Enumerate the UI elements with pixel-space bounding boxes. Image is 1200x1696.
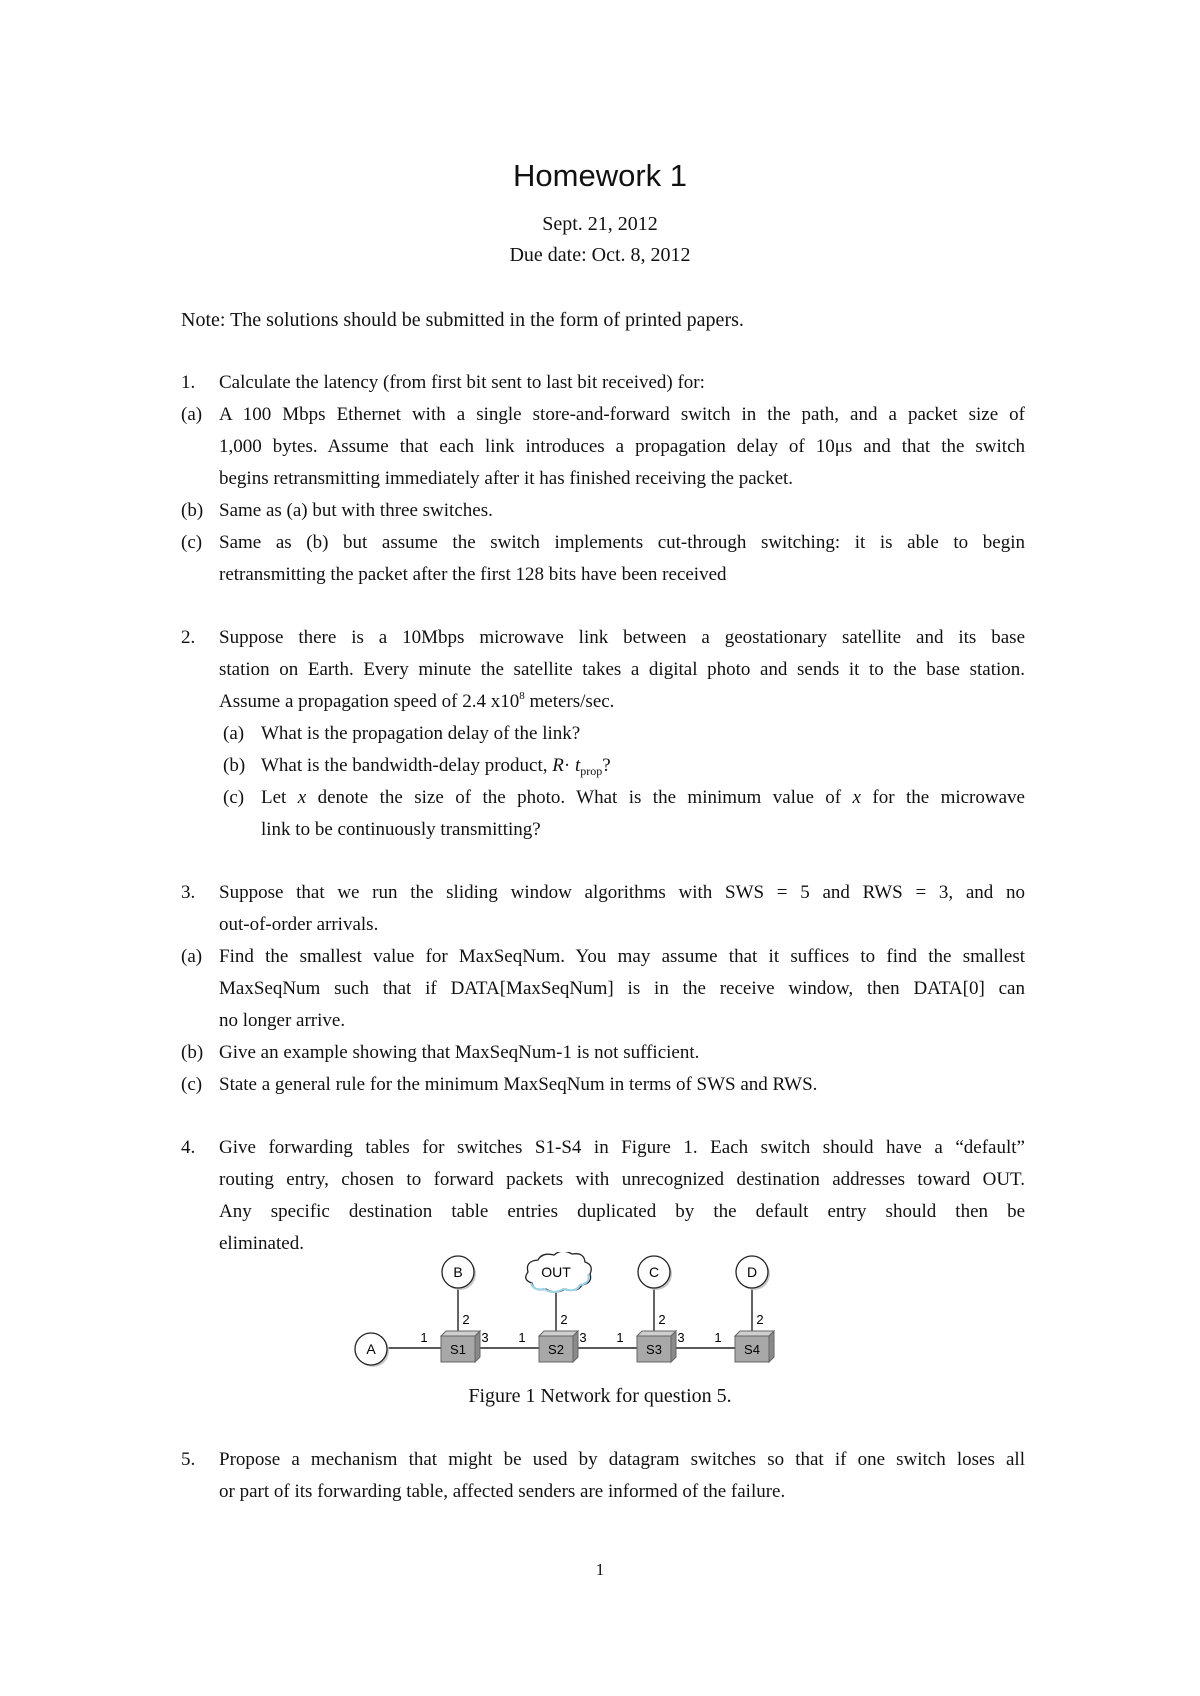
host-a [355, 1333, 389, 1367]
page-number: 1 [595, 1560, 605, 1579]
switch-s1 [420, 1312, 488, 1362]
s3-port-3: 3 [677, 1330, 685, 1345]
host-c-label: C [648, 1264, 660, 1280]
q2b-text: What is the bandwidth-delay product, $R\cdot t_{prop}$? [261, 755, 611, 778]
q3a-line2: MaxSeqNum such that if DATA[MaxSeqNum] is in the receive window, then DATA[0] can [219, 978, 1025, 999]
figure-caption: Figure 1 Network for question 5. [468, 1385, 732, 1407]
q1a-label: (a) [181, 404, 203, 425]
s1-port-3: 3 [481, 1330, 489, 1345]
s4-port-2: 2 [756, 1312, 764, 1327]
host-d-label: D [746, 1264, 758, 1280]
q1c-label: (c) [181, 532, 203, 553]
out-cloud [526, 1252, 591, 1292]
date-line: Sept. 21, 2012 [542, 213, 658, 235]
switch-s4-label: S4 [744, 1342, 760, 1357]
note-text: Note: The solutions should be submitted in the form of printed papers. [181, 309, 744, 331]
q5-line1: Propose a mechanism that might be used by datagram switches so that if one switch loses all [219, 1449, 1025, 1470]
s4-port-1: 1 [714, 1330, 722, 1345]
q3b-line1: Give an example showing that MaxSeqNum-1 is not sufficient. [219, 1042, 700, 1063]
q1b-label: (b) [181, 500, 204, 521]
host-d [736, 1256, 770, 1290]
q3b-label: (b) [181, 1042, 204, 1063]
q2b-label: (b) [223, 755, 246, 776]
host-c [638, 1256, 672, 1290]
out-label: OUT [541, 1264, 571, 1280]
q5-number: 5. [181, 1449, 196, 1470]
s3-port-2: 2 [658, 1312, 666, 1327]
due-date-line: Due date: Oct. 8, 2012 [509, 244, 691, 266]
q1-number: 1. [181, 372, 196, 393]
q3-line2: out-of-order arrivals. [219, 914, 379, 935]
q2a-text: What is the propagation delay of the link? [261, 723, 581, 744]
s1-port-2: 2 [462, 1312, 470, 1327]
q1a-line1: A 100 Mbps Ethernet with a single store-and-forward switch in the path, and a packet size of [219, 404, 1025, 425]
q3-number: 3. [181, 882, 196, 903]
q4-number: 4. [181, 1137, 196, 1158]
s2-port-2: 2 [560, 1312, 568, 1327]
switch-s3-label: S3 [646, 1342, 662, 1357]
q1c-line2: retransmitting the packet after the first 128 bits have been received [219, 564, 727, 585]
q1a-line2: 1,000 bytes. Assume that each link introduces a propagation delay of 10μs and that the switch [219, 436, 1025, 457]
q4-line1: Give forwarding tables for switches S1-S4 in Figure 1. Each switch should have a “default” [219, 1137, 1025, 1158]
q3-line1: Suppose that we run the sliding window algorithms with SWS = 5 and RWS = 3, and no [219, 882, 1025, 903]
q3a-label: (a) [181, 946, 203, 967]
q1c-line1: Same as (b) but assume the switch implements cut-through switching: it is able to begin [219, 532, 1025, 553]
s2-port-1: 1 [518, 1330, 526, 1345]
s3-port-1: 1 [616, 1330, 624, 1345]
q2-line1: Suppose there is a 10Mbps microwave link between a geostationary satellite and its base [219, 627, 1025, 648]
q2-line3: Assume a propagation speed of 2.4 $x10^8$ meters/sec. [219, 690, 615, 712]
q2-number: 2. [181, 627, 196, 648]
q4-line2: routing entry, chosen to forward packets with unrecognized destination addresses toward OUT. [219, 1169, 1025, 1190]
q1a-line3: begins retransmitting immediately after it has finished receiving the packet. [219, 468, 794, 489]
switch-s1-label: S1 [450, 1342, 466, 1357]
q2-line2: station on Earth. Every minute the satellite takes a digital photo and sends it to the base station. [219, 659, 1025, 680]
switch-s2 [518, 1312, 586, 1362]
q5-line2: or part of its forwarding table, affected senders are informed of the failure. [219, 1481, 786, 1502]
q1b-line1: Same as (a) but with three switches. [219, 500, 493, 521]
host-b-label: B [453, 1264, 463, 1280]
q2c-label: (c) [223, 787, 245, 808]
q4-line4: eliminated. [219, 1233, 304, 1254]
host-b [442, 1256, 476, 1290]
q1-intro: Calculate the latency (from first bit sent to last bit received) for: [219, 372, 705, 393]
host-a-label: A [366, 1341, 376, 1357]
page-title: Homework 1 [513, 158, 687, 193]
q2a-label: (a) [223, 723, 245, 744]
switch-s3 [616, 1312, 684, 1362]
s1-port-1: 1 [420, 1330, 428, 1345]
switch-s4 [714, 1312, 774, 1362]
q3a-line1: Find the smallest value for MaxSeqNum. You may assume that it suffices to find the smallest [219, 946, 1025, 967]
network-diagram [340, 1252, 780, 1382]
q2c-line1: Let x denote the size of the photo. What is the minimum value of x for the microwave [261, 787, 1025, 808]
q4-line3: Any specific destination table entries duplicated by the default entry should then be [219, 1201, 1025, 1222]
q3a-line3: no longer arrive. [219, 1010, 346, 1031]
q3c-label: (c) [181, 1074, 203, 1095]
switch-s2-label: S2 [548, 1342, 564, 1357]
q3c-line1: State a general rule for the minimum MaxSeqNum in terms of SWS and RWS. [219, 1074, 818, 1095]
q2c-line2: link to be continuously transmitting? [261, 819, 541, 840]
s2-port-3: 3 [579, 1330, 587, 1345]
